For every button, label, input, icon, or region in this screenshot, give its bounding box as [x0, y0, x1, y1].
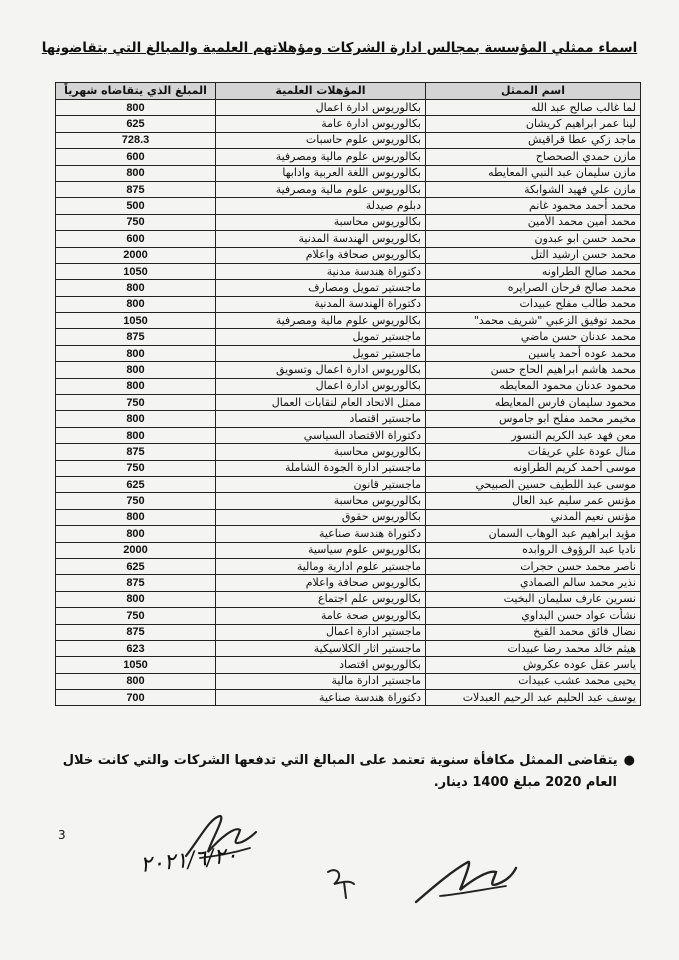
cell-name: محمد صالح الطراونه — [426, 263, 641, 279]
cell-qualification: بكالوريوس علم اجتماع — [216, 591, 426, 607]
table-row — [56, 558, 641, 574]
cell-name: محمد حسن ابو عبدون — [426, 231, 641, 247]
table-row — [56, 100, 641, 116]
cell-name: ياسر عقل عوده عكروش — [426, 657, 641, 673]
annual-bonus-note — [60, 750, 635, 794]
table-row — [56, 395, 641, 411]
cell-qualification: بكالوريوس ادارة اعمال — [216, 100, 426, 116]
cell-name: مؤنس نعيم المدني — [426, 509, 641, 525]
cell-qualification: ماجستير تمويل ومصارف — [216, 280, 426, 296]
bullet-icon: ● — [623, 753, 635, 768]
table-body — [56, 100, 641, 706]
cell-qualification: ماجستير ادارة الجودة الشاملة — [216, 460, 426, 476]
cell-amount: 800 — [56, 296, 216, 312]
table-row — [56, 411, 641, 427]
table-row — [56, 427, 641, 443]
table-row — [56, 280, 641, 296]
cell-name: محمود عدنان محمود المعايطه — [426, 378, 641, 394]
table-row — [56, 378, 641, 394]
handwritten-date: ٢٠٢١/٦/٢٠ — [138, 842, 239, 879]
cell-name: لما غالب صالح عبد الله — [426, 100, 641, 116]
cell-amount: 875 — [56, 444, 216, 460]
cell-amount: 750 — [56, 608, 216, 624]
table-row — [56, 591, 641, 607]
table-row — [56, 690, 641, 706]
cell-name: مؤيد ابراهيم عبد الوهاب السمان — [426, 526, 641, 542]
cell-amount: 625 — [56, 476, 216, 492]
table-row — [56, 296, 641, 312]
cell-qualification: بكالوريوس اقتصاد — [216, 657, 426, 673]
table-row — [56, 673, 641, 689]
cell-name: محمود سليمان فارس المعايطه — [426, 395, 641, 411]
cell-name: معن فهد عبد الكريم النسور — [426, 427, 641, 443]
cell-qualification: ماجستير اثار الكلاسيكية — [216, 640, 426, 656]
cell-amount: 800 — [56, 509, 216, 525]
representatives-table — [55, 82, 641, 706]
cell-amount: 800 — [56, 378, 216, 394]
cell-amount: 800 — [56, 100, 216, 116]
table-row — [56, 263, 641, 279]
cell-amount: 800 — [56, 362, 216, 378]
cell-qualification: دكتوراة هندسة مدنية — [216, 263, 426, 279]
header-qualification: المؤهلات العلمية — [216, 83, 426, 100]
cell-amount: 728.3 — [56, 132, 216, 148]
cell-name: محمد توفيق الزعبي "شريف محمد" — [426, 313, 641, 329]
table-row — [56, 509, 641, 525]
cell-amount: 800 — [56, 165, 216, 181]
cell-name: ناصر محمد حسن حجرات — [426, 558, 641, 574]
cell-amount: 750 — [56, 460, 216, 476]
cell-amount: 623 — [56, 640, 216, 656]
cell-name: ماجد زكي عطا قراقيش — [426, 132, 641, 148]
cell-name: مخيمر محمد مفلح ابو جاموس — [426, 411, 641, 427]
cell-qualification: دكتوراة هندسة صناعية — [216, 526, 426, 542]
cell-name: محمد هاشم ابراهيم الحاج حسن — [426, 362, 641, 378]
table-row — [56, 198, 641, 214]
cell-amount: 800 — [56, 345, 216, 361]
cell-qualification: بكالوريوس ادارة اعمال — [216, 378, 426, 394]
cell-name: موسى عبد اللطيف حسين الصبيحي — [426, 476, 641, 492]
cell-amount: 750 — [56, 214, 216, 230]
cell-amount: 600 — [56, 231, 216, 247]
table-row — [56, 132, 641, 148]
cell-amount: 750 — [56, 493, 216, 509]
table-row — [56, 608, 641, 624]
cell-amount: 1050 — [56, 657, 216, 673]
cell-amount: 625 — [56, 558, 216, 574]
cell-name: هيثم خالد محمد رضا عبيدات — [426, 640, 641, 656]
cell-qualification: بكالوريوس محاسبة — [216, 493, 426, 509]
cell-qualification: بكالوريوس صحة عامة — [216, 608, 426, 624]
cell-amount: 800 — [56, 591, 216, 607]
table-row — [56, 624, 641, 640]
table-row — [56, 362, 641, 378]
note-line-1: يتقاضى الممثل مكافأة سنوية تعتمد على المبالغ التي تدفعها الشركات والتي كانت خلال — [62, 753, 618, 768]
cell-name: محمد أمين محمد الأمين — [426, 214, 641, 230]
cell-amount: 875 — [56, 181, 216, 197]
table-row — [56, 657, 641, 673]
cell-qualification: بكالوريوس محاسبة — [216, 214, 426, 230]
cell-qualification: بكالوريوس علوم مالية ومصرفية — [216, 181, 426, 197]
cell-name: ناديا عبد الرؤوف الروابده — [426, 542, 641, 558]
table-row — [56, 247, 641, 263]
cell-amount: 600 — [56, 149, 216, 165]
cell-name: محمد حسن ارشيد التل — [426, 247, 641, 263]
cell-name: نذير محمد سالم الصمادي — [426, 575, 641, 591]
cell-name: نشأت عواد حسن البداوي — [426, 608, 641, 624]
table-row — [56, 214, 641, 230]
cell-amount: 800 — [56, 673, 216, 689]
cell-amount: 875 — [56, 329, 216, 345]
cell-name: محمد طالب مفلح عبيدات — [426, 296, 641, 312]
cell-name: لينا عمر ابراهيم كريشان — [426, 116, 641, 132]
cell-name: مؤنس عمر سليم عبد العال — [426, 493, 641, 509]
cell-amount: 750 — [56, 395, 216, 411]
cell-amount: 875 — [56, 624, 216, 640]
table-row — [56, 444, 641, 460]
cell-amount: 875 — [56, 575, 216, 591]
table-row — [56, 329, 641, 345]
table-row — [56, 165, 641, 181]
cell-amount: 625 — [56, 116, 216, 132]
cell-amount: 500 — [56, 198, 216, 214]
note-line-2: العام 2020 مبلغ 1400 دينار. — [433, 775, 617, 790]
cell-qualification: ماجستير ادارة اعمال — [216, 624, 426, 640]
cell-qualification: بكالوريوس علوم مالية ومصرفية — [216, 313, 426, 329]
cell-qualification: ممثل الاتحاد العام لنقابات العمال — [216, 395, 426, 411]
cell-qualification: دكتوراة الاقتصاد السياسي — [216, 427, 426, 443]
cell-amount: 800 — [56, 526, 216, 542]
cell-qualification: ماجستير تمويل — [216, 329, 426, 345]
table-row — [56, 313, 641, 329]
cell-amount: 800 — [56, 427, 216, 443]
table-row — [56, 460, 641, 476]
cell-name: يحيى محمد عشب عبيدات — [426, 673, 641, 689]
table-row — [56, 231, 641, 247]
cell-qualification: بكالوريوس ادارة اعمال وتسويق — [216, 362, 426, 378]
page-number: 3 — [58, 828, 66, 842]
cell-name: محمد أحمد محمود غانم — [426, 198, 641, 214]
table-row — [56, 542, 641, 558]
cell-amount: 800 — [56, 280, 216, 296]
cell-amount: 1050 — [56, 313, 216, 329]
cell-qualification: بكالوريوس علوم حاسبات — [216, 132, 426, 148]
cell-amount: 2000 — [56, 542, 216, 558]
cell-amount: 1050 — [56, 263, 216, 279]
cell-qualification: ماجستير اقتصاد — [216, 411, 426, 427]
cell-amount: 700 — [56, 690, 216, 706]
header-name: اسم الممثل — [426, 83, 641, 100]
cell-qualification: بكالوريوس محاسبة — [216, 444, 426, 460]
table-header-row — [56, 83, 641, 100]
cell-qualification: بكالوريوس صحافة واعلام — [216, 247, 426, 263]
cell-qualification: بكالوريوس اللغة العربية وادابها — [216, 165, 426, 181]
cell-qualification: ماجستير ادارة مالية — [216, 673, 426, 689]
signature-2 — [320, 862, 370, 902]
cell-qualification: بكالوريوس علوم سياسية — [216, 542, 426, 558]
cell-name: مازن حمدي الصحصاح — [426, 149, 641, 165]
cell-name: مازن سليمان عبد النبي المعايطه — [426, 165, 641, 181]
cell-name: يوسف عبد الحليم عبد الرحيم العبدلات — [426, 690, 641, 706]
table-row — [56, 493, 641, 509]
cell-qualification: بكالوريوس ادارة عامة — [216, 116, 426, 132]
cell-name: نضال فائق محمد القيخ — [426, 624, 641, 640]
cell-amount: 2000 — [56, 247, 216, 263]
cell-amount: 800 — [56, 411, 216, 427]
cell-qualification: دبلوم صيدلة — [216, 198, 426, 214]
cell-name: مازن علي فهيد الشوابكة — [426, 181, 641, 197]
signature-3 — [410, 850, 520, 910]
cell-name: محمد صالح فرحان الصرايره — [426, 280, 641, 296]
cell-qualification: بكالوريوس الهندسة المدنية — [216, 231, 426, 247]
table-row — [56, 116, 641, 132]
table-row — [56, 526, 641, 542]
cell-qualification: دكتوراة هندسة صناعية — [216, 690, 426, 706]
cell-qualification: ماجستير قانون — [216, 476, 426, 492]
table-row — [56, 640, 641, 656]
table-row — [56, 149, 641, 165]
page-title: اسماء ممثلي المؤسسة بمجالس ادارة الشركات ومؤهلاتهم العلمية والمبالغ التي يتقاضونها — [41, 40, 638, 56]
cell-qualification: ماجستير علوم ادارية ومالية — [216, 558, 426, 574]
cell-qualification: دكتوراة الهندسة المدنية — [216, 296, 426, 312]
cell-name: موسى أحمد كريم الطراونه — [426, 460, 641, 476]
table-row — [56, 181, 641, 197]
cell-name: محمد عدنان حسن ماضي — [426, 329, 641, 345]
table-row — [56, 345, 641, 361]
cell-qualification: بكالوريوس حقوق — [216, 509, 426, 525]
cell-name: منال عودة علي عريقات — [426, 444, 641, 460]
cell-name: نسرين عارف سليمان البخيت — [426, 591, 641, 607]
table-row — [56, 476, 641, 492]
cell-name: محمد عوده أحمد ياسين — [426, 345, 641, 361]
table-row — [56, 575, 641, 591]
header-amount: المبلغ الذي يتقاضاه شهرياً — [56, 83, 216, 100]
cell-qualification: بكالوريوس علوم مالية ومصرفية — [216, 149, 426, 165]
cell-qualification: ماجستير تمويل — [216, 345, 426, 361]
cell-qualification: بكالوريوس صحافة واعلام — [216, 575, 426, 591]
